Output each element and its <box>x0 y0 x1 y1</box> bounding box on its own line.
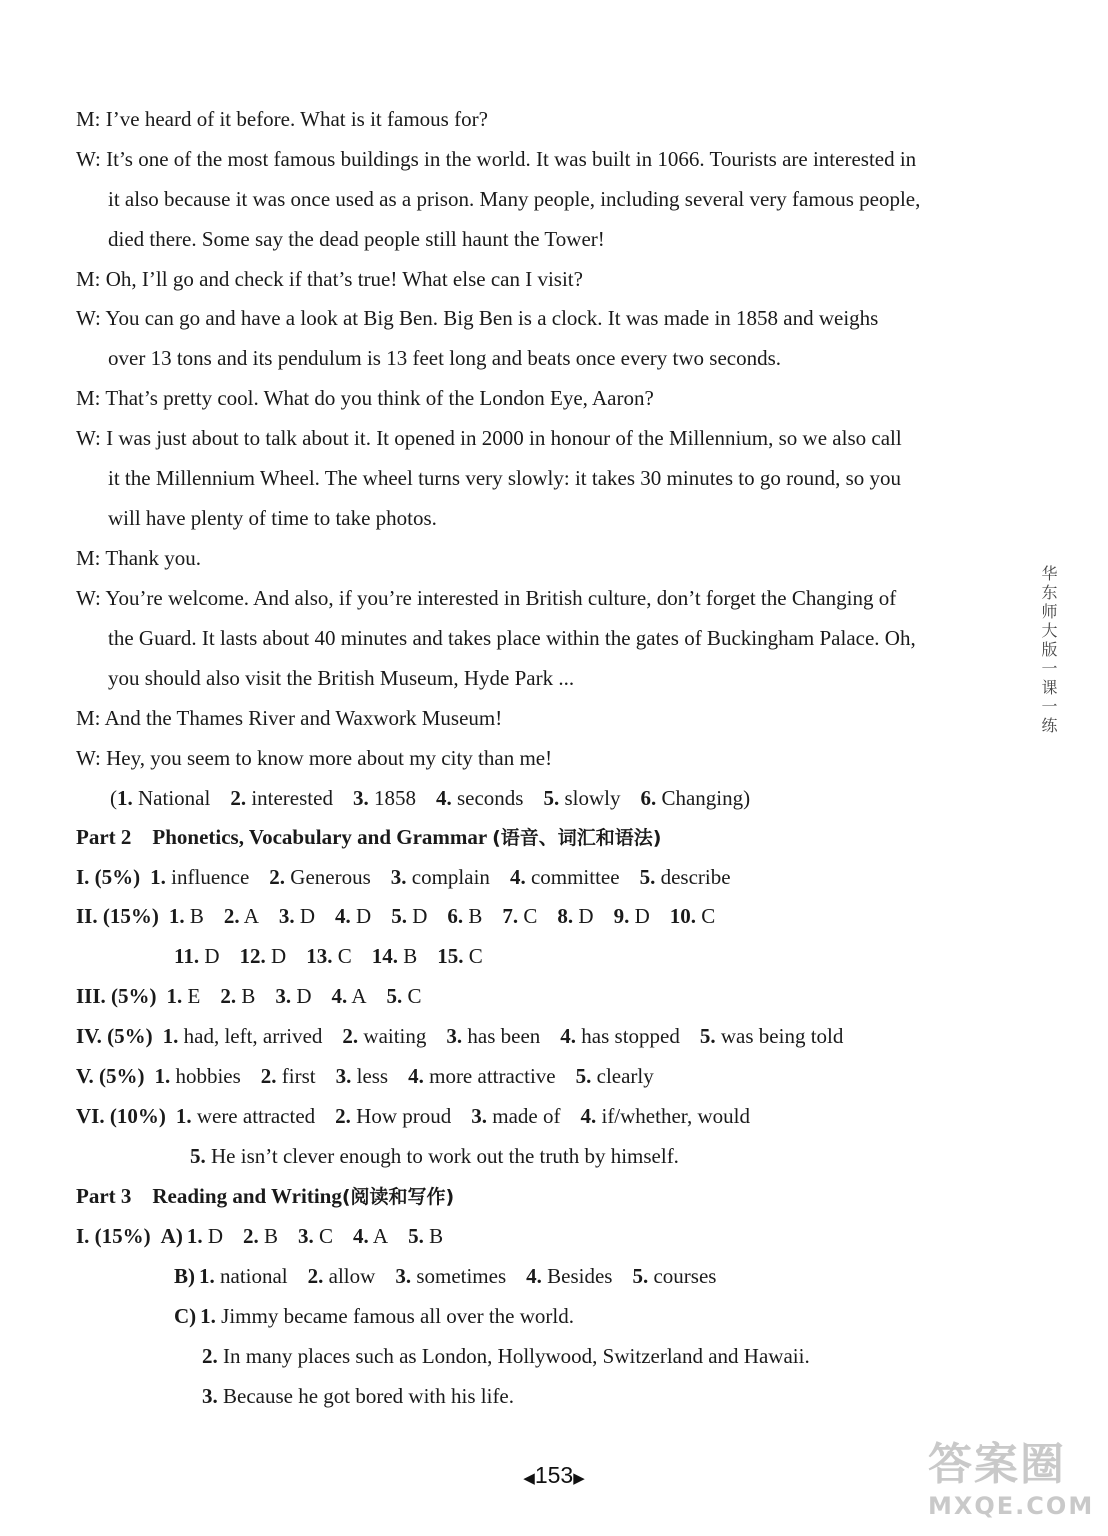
part3-section-1-c: C) 1. Jimmy became famous all over the world. <box>174 1304 574 1328</box>
dialogue-line: W: I was just about to talk about it. It opened in 2000 in honour of the Millennium, so we also call <box>76 426 902 450</box>
dialogue-line: W: It’s one of the most famous buildings in the world. It was built in 1066. Tourists are interested in <box>76 147 917 171</box>
dialogue-line: M: Thank you. <box>76 546 202 570</box>
dialogue-line: W: Hey, you seem to know more about my city than me! <box>76 746 553 770</box>
watermark-logo: 答案圈 MXQE.COM <box>928 1439 1095 1520</box>
part2-heading: Part 2 Phonetics, Vocabulary and Grammar (语音、词汇和语法) <box>76 825 662 849</box>
dialogue-line: M: That’s pretty cool. What do you think of the London Eye, Aaron? <box>76 386 654 410</box>
dialogue-line-cont: it the Millennium Wheel. The wheel turns very slowly: it takes 30 minutes to go round, so you <box>108 466 902 490</box>
side-book-title: 华东师大版一课一练 <box>1039 565 1058 736</box>
answer-item: 4. seconds <box>435 786 524 810</box>
part2-section-3: III. (5%) 1. E 2. B 3. D 4. A 5. C <box>76 984 422 1008</box>
dialogue-line-cont: will have plenty of time to take photos. <box>108 506 437 530</box>
dialogue-line: M: Oh, I’ll go and check if that’s true! What else can I visit? <box>76 267 583 291</box>
part3-c-item: 3. Because he got bored with his life. <box>202 1384 515 1408</box>
part2-section-2-row2: 11. D 12. D 13. C 14. B 15. C <box>174 944 483 968</box>
dialogue-line: W: You’re welcome. And also, if you’re interested in British culture, don’t forget the Changing of <box>76 586 897 610</box>
dialogue-line: W: You can go and have a look at Big Ben. Big Ben is a clock. It was made in 1858 and weighs <box>76 306 879 330</box>
part3-section-1-b: B) 1. national 2. allow 3. sometimes 4. Besides 5. courses <box>174 1264 717 1288</box>
part2-section-1: I. (5%) 1. influence 2. Generous 3. complain 4. committee 5. describe <box>76 865 731 889</box>
part3-c-item: 2. In many places such as London, Hollywood, Switzerland and Hawaii. <box>202 1344 810 1368</box>
part2-section-4: IV. (5%) 1. had, left, arrived 2. waiting 3. has been 4. has stopped 5. was being told <box>76 1024 844 1048</box>
answer-item: 6. Changing) <box>640 786 751 810</box>
dialogue-line-cont: you should also visit the British Museum, Hyde Park ... <box>108 666 575 690</box>
dialogue-line-cont: over 13 tons and its pendulum is 13 feet long and beats once every two seconds. <box>108 346 782 370</box>
prev-mark-icon: ◀ <box>523 1470 535 1487</box>
listening-answers: (1. National 2. interested 3. 1858 4. seconds 5. slowly 6. Changing) <box>110 786 751 810</box>
dialogue-line-cont: it also because it was once used as a prison. Many people, including several very famous people, <box>108 187 921 211</box>
part3-section-1-a: I. (15%) A) 1. D 2. B 3. C 4. A 5. B <box>76 1224 444 1248</box>
part2-section-6-row2: 5. He isn’t clever enough to work out the truth by himself. <box>190 1144 679 1168</box>
dialogue-line-cont: the Guard. It lasts about 40 minutes and takes place within the gates of Buckingham Palace. Oh, <box>108 626 916 650</box>
dialogue-line-cont: died there. Some say the dead people still haunt the Tower! <box>108 227 605 251</box>
answer-item: 3. 1858 <box>352 786 416 810</box>
next-mark-icon: ▶ <box>573 1470 585 1487</box>
part2-section-5: V. (5%) 1. hobbies 2. first 3. less 4. more attractive 5. clearly <box>76 1064 654 1088</box>
part2-section-2: II. (15%) 1. B 2. A 3. D 4. D 5. D 6. B 7. C 8. D 9. D 10. C <box>76 904 716 928</box>
answer-item: 2. interested <box>230 786 333 810</box>
part2-section-6: VI. (10%) 1. were attracted 2. How proud 3. made of 4. if/whether, would <box>76 1104 750 1128</box>
dialogue-line: M: And the Thames River and Waxwork Museum! <box>76 706 503 730</box>
answer-item: 1. National <box>117 786 211 810</box>
page-number: ◀153▶ <box>523 1462 585 1488</box>
dialogue-line: M: I’ve heard of it before. What is it famous for? <box>76 107 488 131</box>
answer-item: 5. slowly <box>543 786 621 810</box>
part3-heading: Part 3 Reading and Writing(阅读和写作) <box>76 1184 455 1208</box>
